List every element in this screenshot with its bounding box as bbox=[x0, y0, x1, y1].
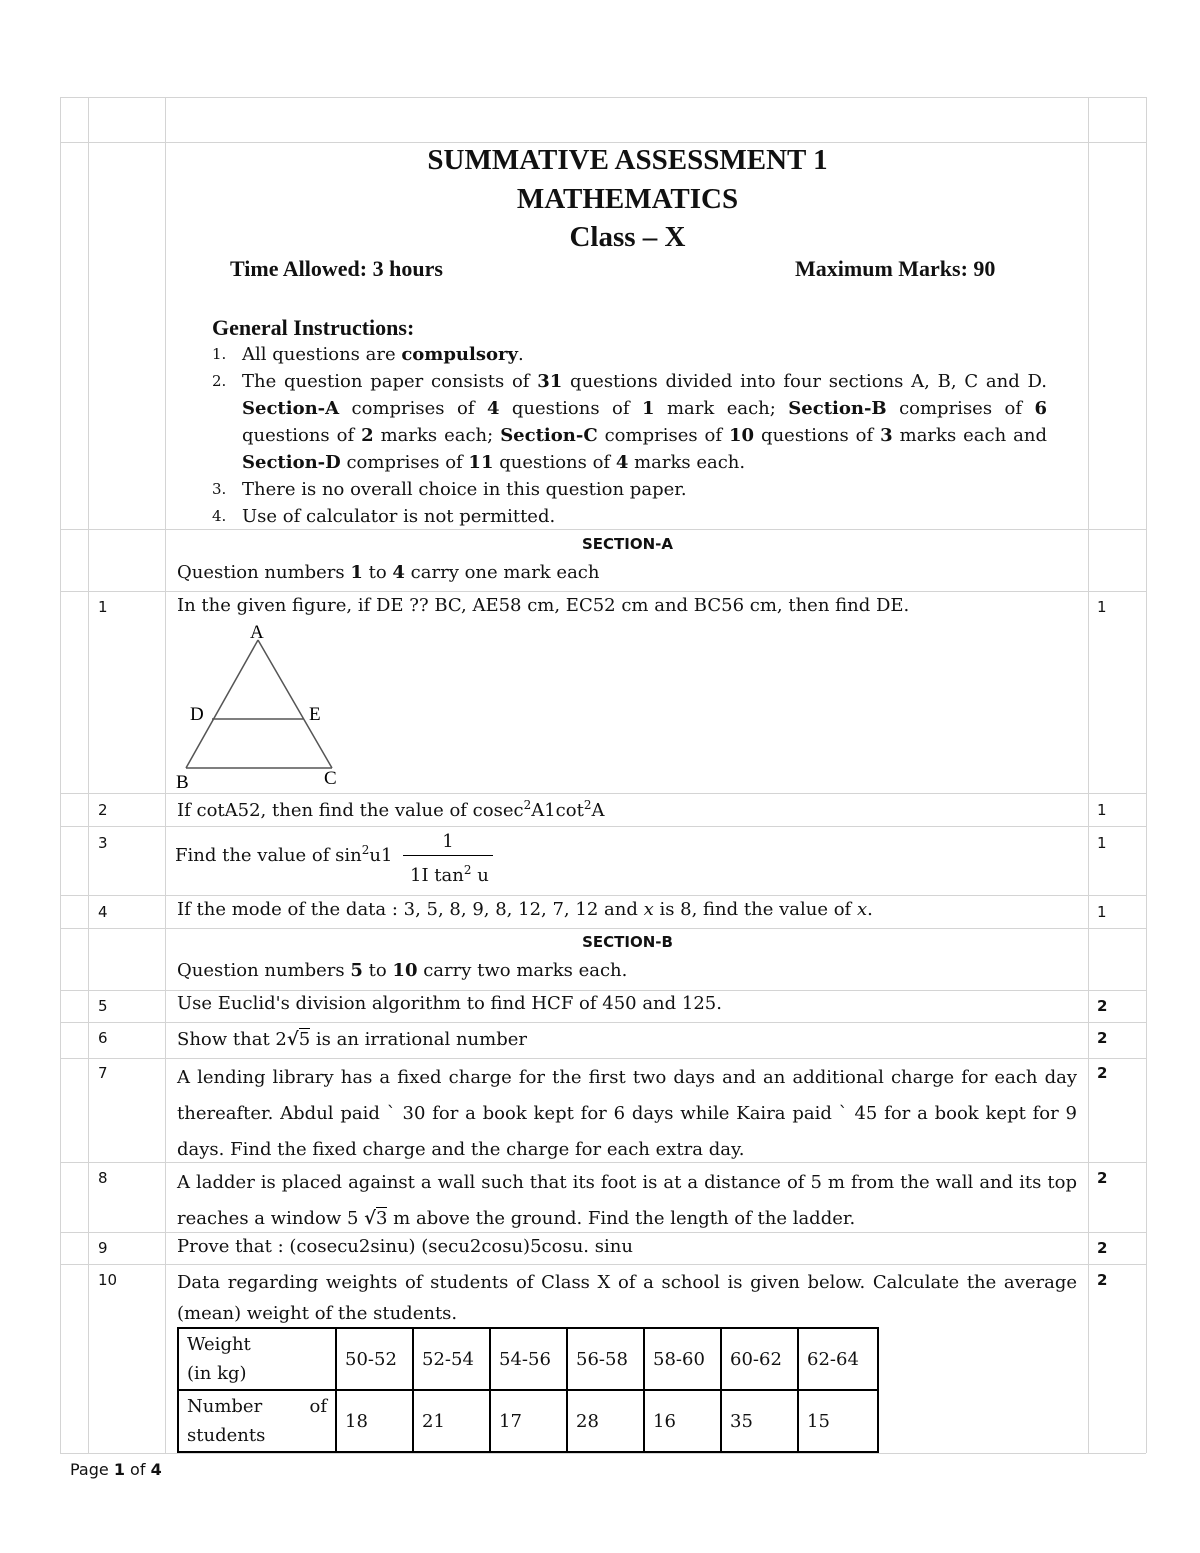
table-cell: 50-52 bbox=[336, 1328, 413, 1390]
question-number: 6 bbox=[98, 1029, 108, 1047]
question-marks: 2 bbox=[1097, 1271, 1108, 1289]
triangle-figure bbox=[170, 618, 360, 793]
maximum-marks: Maximum Marks: 90 bbox=[795, 256, 996, 281]
vertex-label-c: C bbox=[324, 768, 337, 789]
question-text: Prove that : (cosecu2sinu) (secu2cosu)5cosu. sinu bbox=[177, 1236, 633, 1257]
question-number: 10 bbox=[98, 1271, 118, 1289]
table-cell: 54-56 bbox=[490, 1328, 567, 1390]
grid-line bbox=[60, 826, 1146, 827]
question-text: Data regarding weights of students of Class X of a school is given below. Calculate the average (mean) weight of the students. bbox=[177, 1272, 1077, 1324]
grid-line bbox=[60, 97, 61, 1453]
instruction-number: 3. bbox=[212, 480, 227, 498]
grid-line bbox=[165, 97, 166, 1453]
question-marks: 1 bbox=[1097, 834, 1107, 852]
grid-line bbox=[60, 793, 1146, 794]
table-cell: Number of students bbox=[178, 1390, 336, 1452]
question-marks: 2 bbox=[1097, 1029, 1108, 1047]
instruction-4: Use of calculator is not permitted. bbox=[242, 506, 556, 527]
vertex-label-e: E bbox=[309, 704, 321, 725]
question-text: If the mode of the data : 3, 5, 8, 9, 8, 12, 7, 12 and x is 8, find the value of x. bbox=[177, 899, 873, 920]
instruction-3: There is no overall choice in this question paper. bbox=[242, 479, 687, 500]
grid-line bbox=[60, 97, 1146, 98]
table-cell: 18 bbox=[336, 1390, 413, 1452]
question-marks: 2 bbox=[1097, 997, 1108, 1015]
question-text: Find the value of $\sin^2u1$ bbox=[175, 843, 393, 866]
section-a-heading: SECTION-A bbox=[581, 535, 673, 553]
table-row bbox=[178, 1390, 878, 1452]
question-marks: 2 bbox=[1097, 1169, 1108, 1187]
question-text: A lending library has a fixed charge for the first two days and an additional charge for each day thereafter. Abdul paid ` 30 for a book kept for 6 days while Kaira paid ` 45 for a book kept for 9 days. Find the fixed charge and the charge for each extra day. bbox=[177, 1067, 1077, 1160]
table-cell: 62-64 bbox=[798, 1328, 878, 1390]
subject-title: MATHEMATICS bbox=[516, 183, 739, 215]
grid-line bbox=[60, 1022, 1146, 1023]
question-number: 7 bbox=[98, 1064, 108, 1082]
instruction-1: All questions are compulsory. bbox=[242, 344, 524, 365]
question-marks: 1 bbox=[1097, 801, 1107, 819]
fraction-bar bbox=[403, 855, 493, 856]
table-cell: 15 bbox=[798, 1390, 878, 1452]
grid-line bbox=[60, 1058, 1146, 1059]
question-number: 1 bbox=[98, 598, 108, 616]
fraction-denominator: 1I $\tan^2 u$ bbox=[410, 863, 489, 886]
question-text: If cotA52, then find the value of $cosec^2A1\cot^2A$ bbox=[177, 798, 605, 821]
grid-line bbox=[60, 1264, 1146, 1265]
table-cell: 56-58 bbox=[567, 1328, 644, 1390]
question-text: In the given figure, if DE ?? BC, AE58 cm, EC52 cm and BC56 cm, then find DE. bbox=[177, 595, 910, 616]
section-b-heading: SECTION-B bbox=[582, 933, 673, 951]
question-text: Use Euclid's division algorithm to find HCF of 450 and 125. bbox=[177, 993, 722, 1014]
table-cell: Weight (in kg) bbox=[178, 1328, 336, 1390]
question-number: 4 bbox=[98, 903, 108, 921]
instruction-2: The question paper consists of 31 questions divided into four sections A, B, C and D. Section-A comprises of 4 questions of 1 mark each; Section-B comprises of 6 questions of 2 marks each; Section-C comprises of 10 questions of 3 marks each and Section-D comprises of 11 questions of 4 marks each. bbox=[242, 371, 1048, 473]
class-title: Class – X bbox=[569, 221, 686, 253]
vertex-label-d: D bbox=[190, 704, 204, 725]
question-marks: 1 bbox=[1097, 903, 1107, 921]
grid-line bbox=[60, 591, 1146, 592]
grid-line bbox=[60, 928, 1146, 929]
question-number: 9 bbox=[98, 1239, 108, 1257]
instruction-number: 1. bbox=[212, 345, 227, 363]
question-number: 5 bbox=[98, 997, 108, 1015]
paper-title: SUMMATIVE ASSESSMENT 1 bbox=[427, 144, 828, 176]
table-cell: 16 bbox=[644, 1390, 721, 1452]
vertex-label-a: A bbox=[250, 622, 264, 643]
table-cell: 60-62 bbox=[721, 1328, 798, 1390]
question-text: Show that 2√5 is an irrational number bbox=[177, 1029, 527, 1050]
weight-table bbox=[177, 1327, 879, 1453]
table-cell: 28 bbox=[567, 1390, 644, 1452]
fraction-numerator: 1 bbox=[442, 831, 454, 852]
question-number: 2 bbox=[98, 801, 108, 819]
page-footer: Page 1 of 4 bbox=[70, 1460, 162, 1479]
vertex-label-b: B bbox=[176, 772, 189, 793]
section-b-subheading: Question numbers 5 to 10 carry two marks each. bbox=[177, 960, 628, 981]
table-cell: 35 bbox=[721, 1390, 798, 1452]
instructions-heading: General Instructions: bbox=[212, 315, 415, 340]
grid-line bbox=[1146, 97, 1147, 1453]
table-cell: 52-54 bbox=[413, 1328, 490, 1390]
grid-line bbox=[60, 142, 1146, 143]
instruction-number: 4. bbox=[212, 507, 227, 525]
instruction-number: 2. bbox=[212, 372, 227, 390]
question-text: A ladder is placed against a wall such that its foot is at a distance of 5 m from the wall and its top reaches a window 5 √3 m above the ground. Find the length of the ladder. bbox=[177, 1172, 1077, 1229]
time-allowed: Time Allowed: 3 hours bbox=[230, 256, 443, 281]
grid-line bbox=[60, 1453, 1146, 1454]
question-marks: 2 bbox=[1097, 1239, 1108, 1257]
question-number: 3 bbox=[98, 834, 108, 852]
table-cell: 17 bbox=[490, 1390, 567, 1452]
question-marks: 2 bbox=[1097, 1064, 1108, 1082]
section-a-subheading: Question numbers 1 to 4 carry one mark each bbox=[177, 562, 600, 583]
table-row bbox=[178, 1328, 878, 1390]
grid-line bbox=[60, 990, 1146, 991]
grid-line bbox=[88, 97, 89, 1453]
table-cell: 58-60 bbox=[644, 1328, 721, 1390]
question-marks: 1 bbox=[1097, 598, 1107, 616]
grid-line bbox=[60, 895, 1146, 896]
table-cell: 21 bbox=[413, 1390, 490, 1452]
side-ac bbox=[258, 640, 332, 768]
question-number: 8 bbox=[98, 1169, 108, 1187]
grid-line bbox=[1088, 97, 1089, 1453]
